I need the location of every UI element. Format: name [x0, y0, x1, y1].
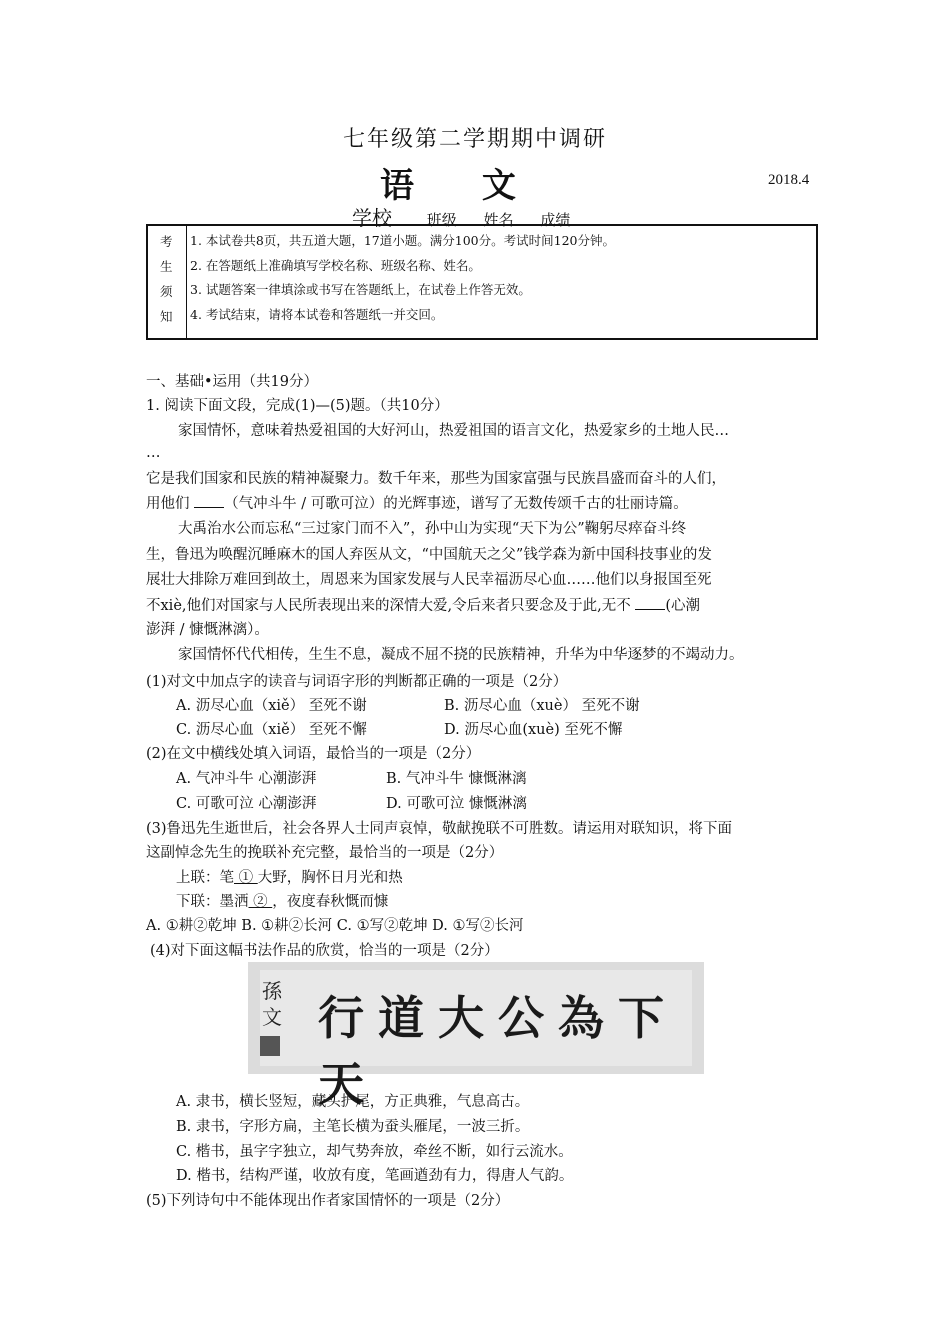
couplet-text: ，夜度春秋慨而慷 — [272, 894, 389, 910]
field-name: 姓名 — [483, 211, 514, 229]
fill-blank — [635, 595, 665, 610]
passage-paragraph-2: 大禹治水公而忘私“三过家门而不入”，孙中山为实现“天下为公”鞠躬尽瘁奋斗终 — [178, 521, 687, 537]
field-school: 学校 — [352, 206, 392, 230]
subquestion-3: (3)鲁迅先生逝世后，社会各界人士同声哀悼，敬献挽联不可胜数。请运用对联知识，将下面 — [146, 821, 733, 837]
seal-stamp-icon — [260, 1036, 280, 1056]
couplet-blank: ① — [234, 870, 258, 886]
passage-paragraph-3: 家国情怀代代相传，生生不息，凝成不屈不挠的民族精神，升华为中华逐梦的不竭动力。 — [178, 647, 744, 663]
passage-text: (心潮 — [665, 598, 701, 614]
notice-rule: 3. 试题答案一律填涂或书写在答题纸上，在试卷上作答无效。 — [190, 282, 531, 297]
subquestion-1: (1)对文中加点字的读音与词语字形的判断都正确的一项是（2分） — [146, 674, 568, 690]
passage-text: 不xiè,他们对国家与人民所表现出来的深情大爱,令后来者只要念及于此,无不 — [146, 598, 631, 614]
subquestion-5: (5)下列诗句中不能体现出作者家国情怀的一项是（2分） — [146, 1193, 510, 1209]
exam-date: 2018.4 — [768, 172, 810, 188]
notice-rule: 4. 考试结束，请将本试卷和答题纸一并交回。 — [190, 306, 444, 322]
passage-text: 澎湃 / 慷慨淋漓）。 — [146, 622, 269, 638]
option-a: A. 沥尽心血（xiě） 至死不谢 — [176, 698, 367, 714]
subject-title: 语 文 — [380, 166, 544, 206]
subquestion-3-cont: 这副悼念先生的挽联补充完整，最恰当的一项是（2分） — [146, 845, 504, 861]
passage-line-blank-2 — [146, 593, 818, 619]
passage-text: 家国情怀，意味着热爱祖国的大好河山，热爱祖国的语言文化，热爱家乡的土地人民… — [178, 423, 729, 439]
couplet-lower — [176, 890, 388, 914]
option-a: A. 气冲斗牛 心潮澎湃 — [176, 771, 317, 787]
subquestion-4: (4)对下面这幅书法作品的欣赏，恰当的一项是（2分） — [150, 943, 499, 959]
couplet-text: 下联：墨洒 — [176, 894, 249, 910]
option-b: B. 气冲斗牛 慷慨淋漓 — [386, 771, 527, 787]
notice-char: 须 — [160, 284, 173, 299]
signature-text: 文 — [262, 1005, 282, 1029]
notice-char: 生 — [160, 259, 173, 274]
couplet-upper — [176, 866, 403, 890]
option-b: B. 沥尽心血（xuè） 至死不谢 — [444, 698, 640, 714]
option-d: D. 可歌可泣 慷慨淋漓 — [386, 796, 527, 812]
passage-ellipsis: … — [146, 445, 161, 461]
field-class: 班级 — [426, 211, 457, 229]
option-b: B. 隶书，字形方扁，主笔长横为蚕头雁尾，一波三折。 — [176, 1119, 530, 1135]
option-c: C. 楷书，虽字字独立，却气势奔放，牵丝不断，如行云流水。 — [176, 1144, 573, 1160]
exam-notice-box — [146, 224, 818, 340]
calligraphy-text: 行道大公為下天 — [318, 991, 678, 1111]
question-1-prompt: 1. 阅读下面文段，完成(1)—(5)题。（共10分） — [146, 398, 449, 414]
notice-side-label — [148, 226, 187, 338]
signature-text: 孫 — [262, 979, 282, 1003]
notice-char: 知 — [160, 309, 173, 324]
subquestion-2: (2)在文中横线处填入词语，最恰当的一项是（2分） — [146, 746, 481, 762]
notice-char: 考 — [160, 234, 173, 249]
notice-rule: 1. 本试卷共8页，共五道大题，17道小题。满分100分。考试时间120分钟。 — [190, 233, 615, 248]
option-d: D. 楷书，结构严谨，收放有度，笔画遒劲有力，得唐人气韵。 — [176, 1168, 574, 1184]
couplet-blank: ② — [248, 894, 273, 910]
passage-line-blank-1 — [146, 491, 818, 517]
calligraphy-signature — [262, 978, 282, 1030]
option-a: A. 隶书，横长竖短，藏头护尾，方正典雅，气息高古。 — [176, 1094, 530, 1110]
couplet-text: 上联：笔 — [176, 870, 234, 886]
couplet-text: 大野，胸怀日月光和热 — [257, 870, 403, 886]
field-score: 成绩 — [540, 211, 571, 229]
passage-text: 用他们 — [146, 496, 190, 512]
passage-text: 生，鲁迅为唤醒沉睡麻木的国人弃医从文，“中国航天之父”钱学森为新中国科技事业的发 — [146, 547, 712, 563]
passage-text: 展壮大排除万难回到故土，周恩来为国家发展与人民幸福沥尽心血……他们以身报国至死 — [146, 572, 712, 588]
option-c: C. 沥尽心血（xiě） 至死不懈 — [176, 722, 367, 738]
option-c: C. 可歌可泣 心潮澎湃 — [176, 796, 317, 812]
passage-text: （气冲斗牛 / 可歌可泣）的光辉事迹，谱写了无数传颂千古的壮丽诗篇。 — [224, 496, 688, 512]
subquestion-3-options: A. ①耕②乾坤 B. ①耕②长河 C. ①写②乾坤 D. ①写②长河 — [146, 918, 524, 934]
option-d: D. 沥尽心血(xuè) 至死不懈 — [444, 722, 623, 738]
passage-text: 它是我们国家和民族的精神凝聚力。数千年来，那些为国家富强与民族昌盛而奋斗的人们， — [146, 471, 726, 487]
fill-blank — [194, 493, 224, 508]
section-heading: 一、基础•运用（共19分） — [146, 374, 319, 390]
notice-rule: 2. 在答题纸上准确填写学校名称、班级名称、姓名。 — [190, 257, 481, 273]
exam-title: 七年级第二学期期中调研 — [342, 127, 607, 152]
notice-rules — [190, 230, 615, 328]
